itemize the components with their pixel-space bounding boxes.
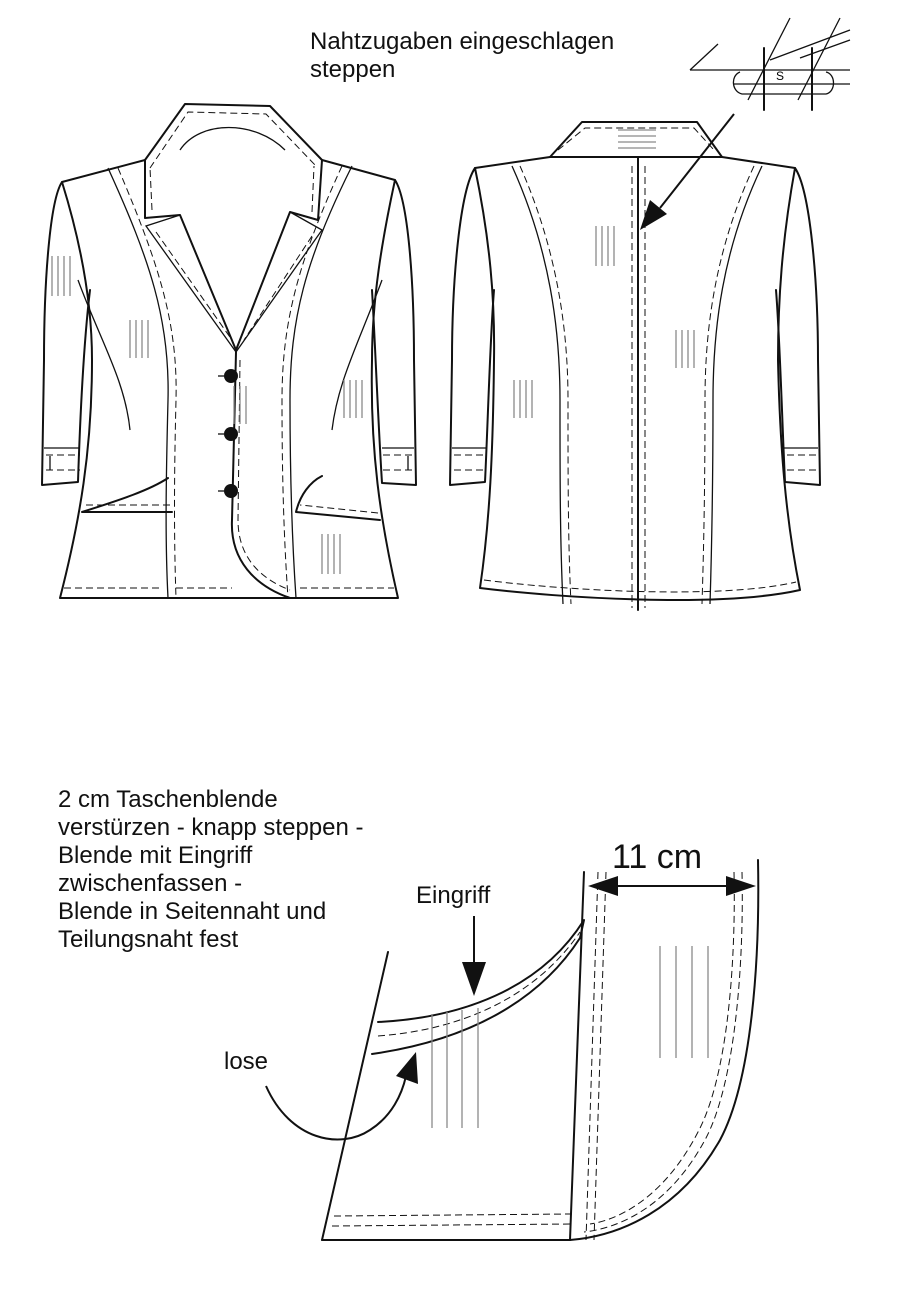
lose-arrow [266, 1052, 418, 1140]
seam-pointer-arrow [640, 114, 734, 230]
seam-note: Nahtzugaben eingeschlagen steppen [310, 28, 615, 83]
front-button-3 [224, 484, 238, 498]
jacket-front-view [42, 104, 416, 598]
pocket-instruction-line-2: verstürzen - knapp steppen - [58, 814, 364, 841]
measurement-label: 11 cm [612, 838, 703, 876]
front-collar [145, 104, 322, 350]
pocket-instruction-line-1: 2 cm Taschenblende [58, 786, 278, 813]
pocket-detail-view [266, 860, 758, 1240]
pocket-instruction-line-6: Teilungsnaht fest [58, 926, 239, 953]
front-right-sleeve [372, 180, 416, 485]
pocket-instruction-line-4: zwischenfassen - [58, 870, 243, 897]
back-collar [550, 122, 722, 157]
measurement-dimension [588, 876, 756, 896]
side-seam-edge [322, 952, 388, 1240]
lose-label: lose [224, 1048, 269, 1075]
eingriff-label: Eingriff [416, 882, 491, 909]
back-right-sleeve [776, 168, 820, 485]
seam-detail-icon [690, 18, 850, 110]
front-button-1 [224, 369, 238, 383]
eingriff-arrow [462, 916, 486, 996]
pocket-instruction-line-5: Blende in Seitennaht und [58, 898, 327, 925]
jacket-back-view [450, 122, 820, 610]
svg-text:S: S [776, 69, 785, 83]
front-left-sleeve [42, 182, 90, 485]
front-button-2 [224, 427, 238, 441]
pocket-instruction-line-3: Blende mit Eingriff [58, 842, 253, 869]
back-left-sleeve [450, 168, 494, 485]
